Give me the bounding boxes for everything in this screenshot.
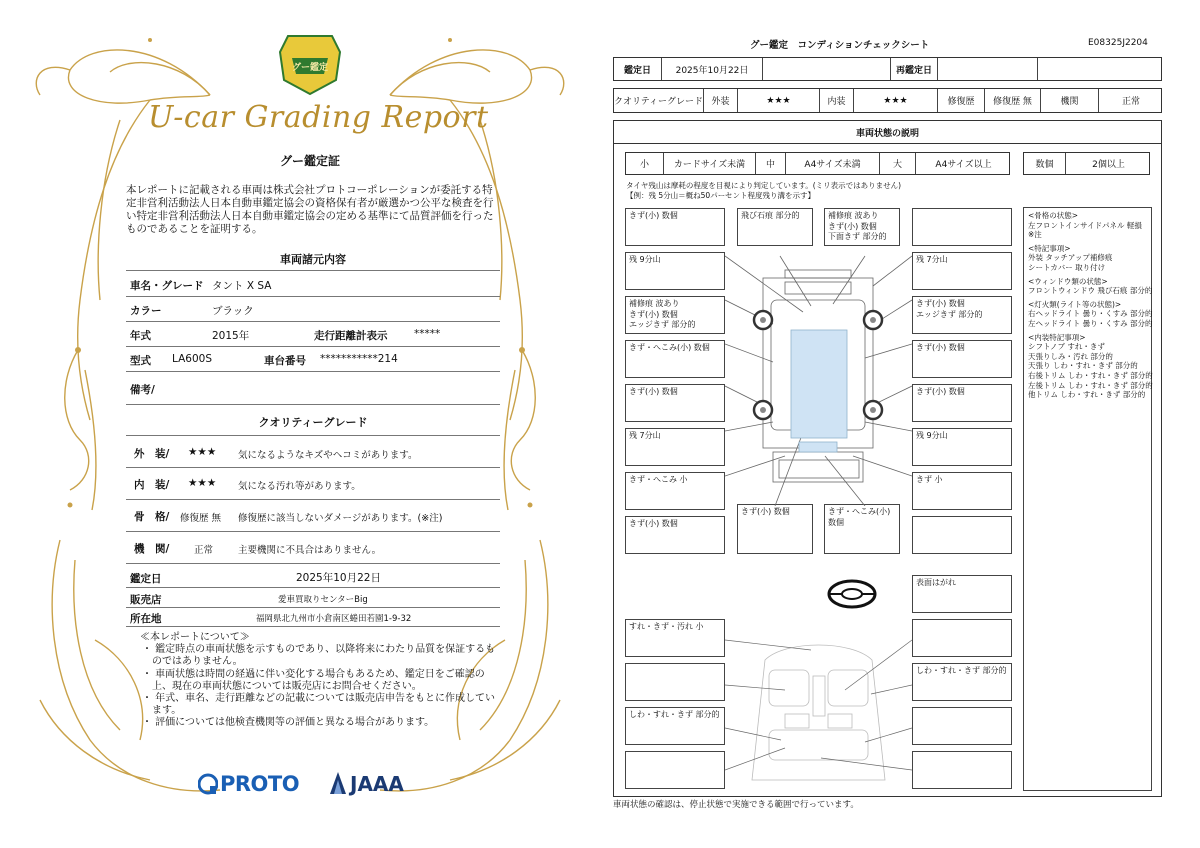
mileage-value: ***** xyxy=(414,328,441,340)
quality-row-interior xyxy=(126,468,500,500)
side-notes xyxy=(1023,207,1152,791)
jaaa-logo-icon xyxy=(328,770,348,796)
ext-cell: きず(小) 数個 xyxy=(625,208,725,246)
badge-logo-text: グー鑑定 xyxy=(291,63,328,73)
year-value: 2015年 xyxy=(212,330,250,342)
int-cell: しわ・すれ・きず 部分的 xyxy=(912,663,1012,701)
quality-desc: 修復歴に該当しないダメージがあります。(※注) xyxy=(238,513,443,524)
address-value: 福岡県北九州市小倉南区蜷田若園1-9-32 xyxy=(256,614,412,624)
address-row xyxy=(126,608,500,627)
ext-cell: きず 小 xyxy=(912,472,1012,510)
tire-note-2: 【例：残 5分山＝概ね50パーセント程度残り溝を示す】 xyxy=(626,191,816,200)
spec-row-remarks xyxy=(126,372,500,405)
spec-row-color xyxy=(126,297,500,322)
side-note: 天張り しわ・すれ・きず 部分的 xyxy=(1028,361,1138,371)
ext-cell: 残 9分山 xyxy=(912,428,1012,466)
side-note: 左フロントインサイドパネル 軽損 xyxy=(1028,220,1142,230)
quality-label: 内 装/ xyxy=(134,479,170,491)
size-large-desc: A4サイズ以上 xyxy=(935,160,992,170)
date-blank xyxy=(763,58,891,80)
footer-note: 車両状態の確認は、停止状態で実施できる範囲で行っています。 xyxy=(613,800,859,810)
note-item: ・ 車両状態は時間の経過に伴い変化する場合もあるため、鑑定日をご確認の上、現在の車両状態については販売店にお問合せください。 xyxy=(142,668,485,692)
size-small: 小 xyxy=(626,153,664,174)
model-value: LA600S xyxy=(172,353,212,365)
engine-label: 機関 xyxy=(1041,89,1099,112)
ext-value: ★★★ xyxy=(738,89,820,112)
int-cell xyxy=(912,619,1012,657)
mileage-label: 走行距離計表示 xyxy=(314,330,388,342)
int-cell xyxy=(912,751,1012,789)
size-large: 大 xyxy=(880,153,916,174)
spec-row-name xyxy=(126,272,500,297)
proto-logo: PROTO xyxy=(220,772,300,796)
dealer-label: 販売店 xyxy=(130,594,162,606)
reappraisal-value xyxy=(938,58,1038,80)
ext-label: 外装 xyxy=(704,89,738,112)
date-value: 2025年10月22日 xyxy=(662,58,763,80)
appraisal-date-label: 鑑定日 xyxy=(130,573,162,585)
appraisal-date-row xyxy=(126,566,500,588)
grade-row xyxy=(613,88,1162,113)
ext-cell: 残 7分山 xyxy=(625,428,725,466)
side-note: <ウィンドウ類の状態> xyxy=(1028,276,1108,286)
ext-cell: きず・へこみ(小) 数個 xyxy=(824,504,900,554)
date-label: 鑑定日 xyxy=(614,58,662,80)
remarks-label: 備考/ xyxy=(130,384,155,396)
size-legend xyxy=(625,152,1010,175)
car-interior-diagram xyxy=(725,630,912,790)
sheet-title: グー鑑定 コンディションチェックシート xyxy=(750,40,930,51)
quality-grade: 修復歴 無 xyxy=(180,513,222,524)
side-note: 左ヘッドライト 曇り・くすみ 部分的 xyxy=(1028,318,1153,328)
engine-value: 正常 xyxy=(1121,97,1140,107)
side-note: 他トリム しわ・すれ・きず 部分的 xyxy=(1028,390,1146,400)
count-legend xyxy=(1023,152,1150,175)
int-label: 内装 xyxy=(820,89,854,112)
tire-note-1: タイヤ残山は摩耗の程度を目視により判定しています。(ミリ表示ではありません) xyxy=(626,181,902,190)
side-note: シートカバー 取り付け xyxy=(1028,262,1106,272)
date-blank xyxy=(1038,58,1163,80)
quality-row-exterior xyxy=(126,437,500,468)
condition-heading: 車両状態の説明 xyxy=(855,129,919,139)
repair-label: 修復歴 xyxy=(938,89,985,112)
ext-cell: 補修痕 波あり きず(小) 数個 下面きず 部分的 xyxy=(824,208,900,246)
chassis-label: 車台番号 xyxy=(264,355,306,367)
ext-cell: きず(小) 数個 xyxy=(737,504,813,554)
color-label: カラー xyxy=(130,305,162,317)
quality-grade: ★★★ xyxy=(188,446,217,458)
size-small-desc: カードサイズ未満 xyxy=(664,153,756,174)
quality-desc: 気になるようなキズやヘコミがあります。 xyxy=(238,450,418,461)
ext-cell: きず・へこみ 小 xyxy=(625,472,725,510)
ext-cell: きず(小) 数個 xyxy=(625,516,725,554)
ext-cell: 残 9分山 xyxy=(625,252,725,290)
sheet-id: E08325J2204 xyxy=(1088,38,1148,48)
name-value: タント X SA xyxy=(212,280,272,292)
ext-cell: きず(小) 数個 xyxy=(912,384,1012,422)
date-row xyxy=(613,57,1162,81)
int-cell: 表面はがれ xyxy=(912,575,1012,613)
spec-row-year xyxy=(126,322,500,347)
repair-value: 修復歴 無 xyxy=(985,89,1041,112)
model-label: 型式 xyxy=(130,355,151,367)
size-mid: 中 xyxy=(756,153,786,174)
ext-cell: 残 7分山 xyxy=(912,252,1012,290)
count-desc: 2個以上 xyxy=(1092,160,1125,170)
ext-cell xyxy=(912,516,1012,554)
side-note: <内装特記事項> xyxy=(1028,332,1086,342)
quality-grade: 正常 xyxy=(194,545,214,556)
side-note: シフトノブ すれ・きず xyxy=(1028,342,1105,352)
note-item: ・ 年式、車名、走行距離などの記載については販売店申告をもとに作成しています。 xyxy=(142,693,495,717)
count-label: 数個 xyxy=(1024,153,1066,174)
quality-grade: ★★★ xyxy=(188,477,217,489)
dealer-value: 愛車買取りセンターBig xyxy=(278,595,368,605)
reappraisal-label: 再鑑定日 xyxy=(891,58,938,80)
year-label: 年式 xyxy=(130,330,151,342)
quality-desc: 気になる汚れ等があります。 xyxy=(238,481,361,492)
size-mid-desc: A4サイズ未満 xyxy=(786,153,880,174)
side-note: <特記事項> xyxy=(1028,243,1071,253)
side-note: ※注 xyxy=(1028,230,1042,240)
quality-label: 骨 格/ xyxy=(134,511,170,523)
quality-heading: クオリティーグレード xyxy=(258,416,368,429)
address-label: 所在地 xyxy=(130,613,162,625)
ext-cell: 飛び石痕 部分的 xyxy=(737,208,813,246)
side-note: <灯火類(ライト等の状態)> xyxy=(1028,299,1122,309)
spec-heading: 車両諸元内容 xyxy=(280,253,346,266)
grade-label: クオリティーグレード xyxy=(614,89,704,112)
certificate-statement: 本レポートに記載される車両は株式会社プロトコーポレーションが委託する特定非営利活動法人日本自動車鑑定協会の資格保有者が厳選かつ公平な検査を行い特定非営利活動法人日本自動車鑑定協会の定める基準にて品質評価を行ったものであることを証明する。 xyxy=(126,184,494,235)
quality-label: 機 関/ xyxy=(134,543,170,555)
divider xyxy=(126,435,500,436)
ext-cell: きず・へこみ(小) 数個 xyxy=(625,340,725,378)
side-note: 右後トリム しわ・すれ・きず 部分的 xyxy=(1028,370,1153,380)
ext-cell: きず(小) 数個 エッジきず 部分的 xyxy=(912,296,1012,334)
ext-cell: きず(小) 数個 xyxy=(625,384,725,422)
note-item: ・ 鑑定時点の車両状態を示すものであり、以降将来にわたり品質を保証するものではありません。 xyxy=(142,644,496,668)
report-notes xyxy=(140,632,500,730)
steering-wheel-icon xyxy=(826,578,878,610)
name-label: 車名・グレード xyxy=(130,280,204,292)
ext-cell: 補修痕 波あり きず(小) 数個 エッジきず 部分的 xyxy=(625,296,725,334)
divider xyxy=(126,270,500,271)
int-cell xyxy=(912,707,1012,745)
quality-row-frame xyxy=(126,500,500,532)
dealer-row xyxy=(126,588,500,608)
quality-row-engine xyxy=(126,532,500,564)
certificate-heading: グー鑑定証 xyxy=(279,154,340,168)
note-item: ・ 評価については他検査機関等の評価と異なる場合があります。 xyxy=(142,717,435,729)
color-value: ブラック xyxy=(212,305,254,317)
quality-label: 外 装/ xyxy=(134,448,170,460)
ext-cell: きず(小) 数個 xyxy=(912,340,1012,378)
quality-desc: 主要機関に不具合はありません。 xyxy=(238,545,382,556)
int-cell xyxy=(625,663,725,701)
int-cell: しわ・すれ・きず 部分的 xyxy=(625,707,725,745)
appraisal-date-value: 2025年10月22日 xyxy=(296,572,381,584)
script-title: U-car Grading Report xyxy=(148,100,489,135)
car-exterior-diagram xyxy=(725,246,912,506)
int-cell xyxy=(625,751,725,789)
chassis-value: ***********214 xyxy=(320,353,398,365)
notes-heading: ≪本レポートについて≫ xyxy=(140,632,250,643)
side-note: フロントウィンドウ 飛び石痕 部分的 xyxy=(1028,286,1153,296)
side-note: 外装 タッチアップ補修痕 xyxy=(1028,253,1113,263)
int-value: ★★★ xyxy=(854,89,938,112)
spec-row-model xyxy=(126,347,500,372)
jaaa-logo: JAAA xyxy=(350,772,404,796)
side-note: <骨格の状態> xyxy=(1028,211,1079,220)
side-note: 天張りしみ・汚れ 部分的 xyxy=(1028,351,1113,361)
ext-cell xyxy=(912,208,1012,246)
proto-logo-icon xyxy=(198,772,218,796)
int-cell: すれ・きず・汚れ 小 xyxy=(625,619,725,657)
side-note: 右ヘッドライト 曇り・くすみ 部分的 xyxy=(1028,309,1153,319)
side-note: 左後トリム しわ・すれ・きず 部分的 xyxy=(1028,380,1153,390)
